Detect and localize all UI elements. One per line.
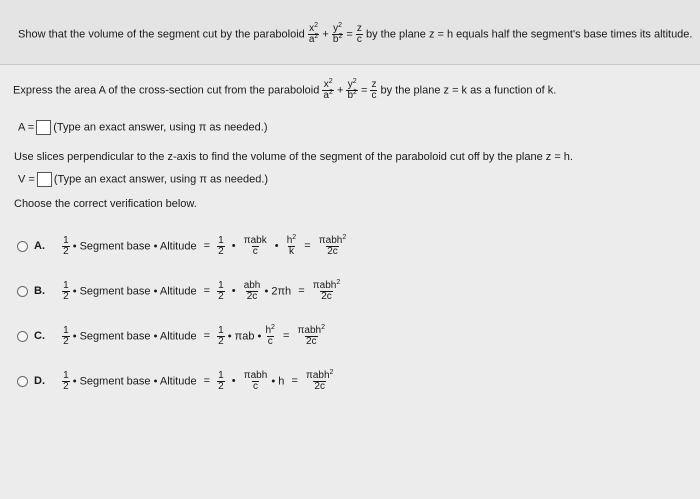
option-a[interactable]: A. $\frac{1}{2}$ • Segment base • Altitude = $\frac{1}{2}$ • $\frac{\text{πabk}}{c}$ • $\frac{h^2}{k}$ = $\frac{\pi abh^2}{2c}$ [17,236,347,257]
frac-x2-a2: $\frac{x^2}{a^2}$ [323,78,333,101]
answer-a-row [18,120,268,135]
answer-a-label: A = [18,121,35,134]
frac-z-c: $\frac{z}{c}$ [356,23,362,45]
question-1: Show that the volume of the segment cut by the paraboloid $\frac{x^2}{a^2}$ + $\frac{y^2}{b^2}$ = $\frac{z}{c}$ by the plane z = h equals half the segment's base times its altitude. [18,22,693,45]
answer-v-row [18,172,268,187]
answer-a-input[interactable] [36,120,51,135]
option-d-radio[interactable] [17,376,28,387]
option-d[interactable]: D. $\frac{1}{2}$ • Segment base • Altitude = $\frac{1}{2}$ • $\frac{\text{πabh}}{c}$ • h = $\frac{\pi abh^2}{2c}$ [17,371,334,392]
option-b[interactable]: B. $\frac{1}{2}$ • Segment base • Altitude = $\frac{1}{2}$ • $\frac{\text{abh}}{2c}$ • 2πh = $\frac{\pi abh^2}{2c}$ [17,281,341,302]
frac-y2-b2: $\frac{y^2}{b^2}$ [347,78,357,101]
option-a-radio[interactable] [17,241,28,252]
question-1-text-end: by the plane z = h equals half the segment's base times its altitude. [365,28,693,41]
question-2: Express the area A of the cross-section cut from the paraboloid $\frac{x^2}{a^2}$ + $\frac{y^2}{b^2}$ = $\frac{z}{c}$ by the plane z = k as a function of k. [13,78,557,101]
question-1-text: Show that the volume of the segment cut by the paraboloid [18,28,305,41]
answer-v-hint: (Type an exact answer, using π as needed.) [53,173,269,186]
frac-z-c: $\frac{z}{c}$ [371,79,377,101]
answer-v-label: V = [18,173,35,186]
option-c[interactable]: C. $\frac{1}{2}$ • Segment base • Altitude = $\frac{1}{2}$ • πab • $\frac{h^2}{c}$ = $\frac{\pi abh^2}{2c}$ [17,326,326,347]
option-b-radio[interactable] [17,286,28,297]
question-3 [14,151,573,163]
question-3-text: Use slices perpendicular to the z-axis to find the volume of the segment of the paraboloid cut off by the plane z = h. [14,151,573,163]
frac-y2-b2: $\frac{y^2}{b^2}$ [332,22,343,45]
answer-v-input[interactable] [37,172,52,187]
frac-x2-a2: $\frac{x^2}{a^2}$ [308,22,319,45]
question-2-text-end: by the plane z = k as a function of k. [380,84,557,97]
question-2-text: Express the area A of the cross-section cut from the paraboloid [13,84,320,97]
answer-a-hint: (Type an exact answer, using π as needed.) [53,121,268,134]
option-c-radio[interactable] [17,331,28,342]
verification-prompt: Choose the correct verification below. [14,198,197,210]
